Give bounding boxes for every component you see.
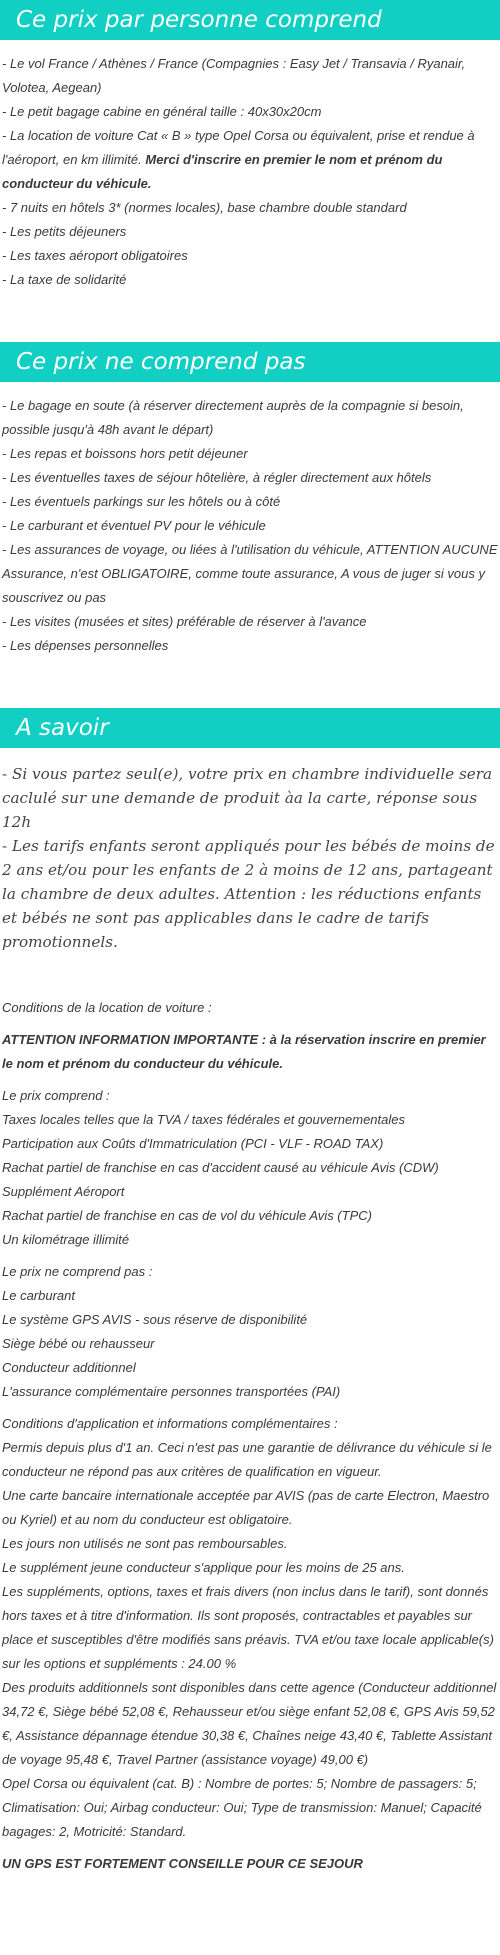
list-item: - 7 nuits en hôtels 3* (normes locales), base chambre double standard <box>2 200 407 215</box>
single-traveller-note: - Si vous partez seul(e), votre prix en chambre individuelle sera caclulé sur une demande de produit àa la carte, réponse sous 12h <box>2 765 493 831</box>
list-item: Supplément Aéroport <box>2 1184 125 1199</box>
rental-heading: Conditions de la location de voiture : <box>2 1000 212 1015</box>
list-item: - Les éventuels parkings sur les hôtels ou à côté <box>2 494 281 509</box>
know-block <box>0 748 500 954</box>
list-item: Les suppléments, options, taxes et frais divers (non inclus dans le tarif), sont donnés hors taxes et à titre d'information. Ils sont proposés, contractables et payables sur place et susceptibles d'être modifiés sans préavis. TVA et/ou taxe locale applicable(s) sur les options et suppléments : 24.00 % <box>2 1584 494 1671</box>
list-item: Les jours non utilisés ne sont pas remboursables. <box>2 1536 288 1551</box>
list-item: Participation aux Coûts d'Immatriculation (PCI - VLF - ROAD TAX) <box>2 1136 384 1151</box>
rental-excludes-heading: Le prix ne comprend pas : <box>2 1264 153 1279</box>
list-item: - Les assurances de voyage, ou liées à l'utilisation du véhicule, ATTENTION AUCUNE Assurance, n'est OBLIGATOIRE, comme toute assurance, A vous de juger si vous y souscrivez ou pas <box>2 542 498 605</box>
list-item: Rachat partiel de franchise en cas de vol du véhicule Avis (TPC) <box>2 1208 372 1223</box>
list-item: - Le petit bagage cabine en général taille : 40x30x20cm <box>2 104 322 119</box>
list-item: Conducteur additionnel <box>2 1360 136 1375</box>
list-item: Le carburant <box>2 1288 75 1303</box>
section-title-know: A savoir <box>0 708 500 748</box>
list-item: Rachat partiel de franchise en cas d'accident causé au véhicule Avis (CDW) <box>2 1160 439 1175</box>
list-item: Le système GPS AVIS - sous réserve de disponibilité <box>2 1312 308 1327</box>
car-rental-text: - La location de voiture Cat « B » type Opel Corsa ou équivalent, prise et rendue à l'aéroport, en km illimité. <box>2 128 475 167</box>
list-item: - Les petits déjeuners <box>2 224 127 239</box>
list-item: L'assurance complémentaire personnes transportées (PAI) <box>2 1384 341 1399</box>
list-item: Un kilométrage illimité <box>2 1232 130 1247</box>
list-item: - Le carburant et éventuel PV pour le véhicule <box>2 518 266 533</box>
list-item: Une carte bancaire internationale acceptée par AVIS (pas de carte Electron, Maestro ou Kyriel) et au nom du conducteur est obligatoire. <box>2 1488 490 1527</box>
list-item: Siège bébé ou rehausseur <box>2 1336 155 1351</box>
list-item: - Le bagage en soute (à réserver directement auprès de la compagnie si besoin, possible jusqu'à 48h avant le départ) <box>2 398 464 437</box>
rental-includes-heading: Le prix comprend : <box>2 1088 110 1103</box>
list-item: - Les visites (musées et sites) préférable de réserver à l'avance <box>2 614 367 629</box>
section-title-excludes: Ce prix ne comprend pas <box>0 342 500 382</box>
list-item: Opel Corsa ou équivalent (cat. B) : Nombre de portes: 5; Nombre de passagers: 5; Climatisation: Oui; Airbag conducteur: Oui; Type de transmission: Manuel; Capacité bagages: 2, Motricité: Standard. <box>2 1776 482 1839</box>
list-item <box>2 124 500 196</box>
gps-notice: UN GPS EST FORTEMENT CONSEILLE POUR CE SEJOUR <box>2 1856 363 1871</box>
list-item: Permis depuis plus d'1 an. Ceci n'est pas une garantie de délivrance du véhicule si le conducteur ne répond pas aux critères de qualification en vigueur. <box>2 1440 492 1479</box>
rental-conditions <box>0 996 500 1876</box>
conditions-heading: Conditions d'application et informations complémentaires : <box>2 1416 338 1431</box>
list-item: - Les repas et boissons hors petit déjeuner <box>2 446 248 461</box>
list-item: - Les dépenses personnelles <box>2 638 169 653</box>
list-item: - La taxe de solidarité <box>2 272 127 287</box>
list-item: Des produits additionnels sont disponibles dans cette agence (Conducteur additionnel 34,72 €, Siège bébé 52,08 €, Rehausseur et/ou siège enfant 52,08 €, GPS Avis 59,52 €, Assistance dépannage étendue 30,38 €, Chaînes neige 43,40 €, Tablette Assistant de voyage 95,48 €, Travel Partner (assistance voyage) 49,00 €) <box>2 1680 497 1767</box>
list-item: - Les éventuelles taxes de séjour hôtelière, à régler directement aux hôtels <box>2 470 432 485</box>
list-item: Taxes locales telles que la TVA / taxes fédérales et gouvernementales <box>2 1112 405 1127</box>
list-item: - Les taxes aéroport obligatoires <box>2 248 188 263</box>
children-rates-note: - Les tarifs enfants seront appliqués pour les bébés de moins de 2 ans et/ou pour les enfants de 2 à moins de 12 ans, partageant la chambre de deux adultes. Attention : les réductions enfants et bébés ne sont pas applicables dans le cadre de tarifs promotionnels. <box>2 837 495 951</box>
includes-list <box>0 40 500 292</box>
excludes-list <box>0 382 500 658</box>
important-notice: ATTENTION INFORMATION IMPORTANTE : à la réservation inscrire en premier le nom et prénom du conducteur du véhicule. <box>2 1032 486 1071</box>
driver-name-notice: Merci d'inscrire en premier le nom et prénom du conducteur du véhicule. <box>2 152 443 191</box>
list-item: - Le vol France / Athènes / France (Compagnies : Easy Jet / Transavia / Ryanair, Volotea, Aegean) <box>2 56 466 95</box>
list-item: Le supplément jeune conducteur s'applique pour les moins de 25 ans. <box>2 1560 405 1575</box>
section-title-includes: Ce prix par personne comprend <box>0 0 500 40</box>
